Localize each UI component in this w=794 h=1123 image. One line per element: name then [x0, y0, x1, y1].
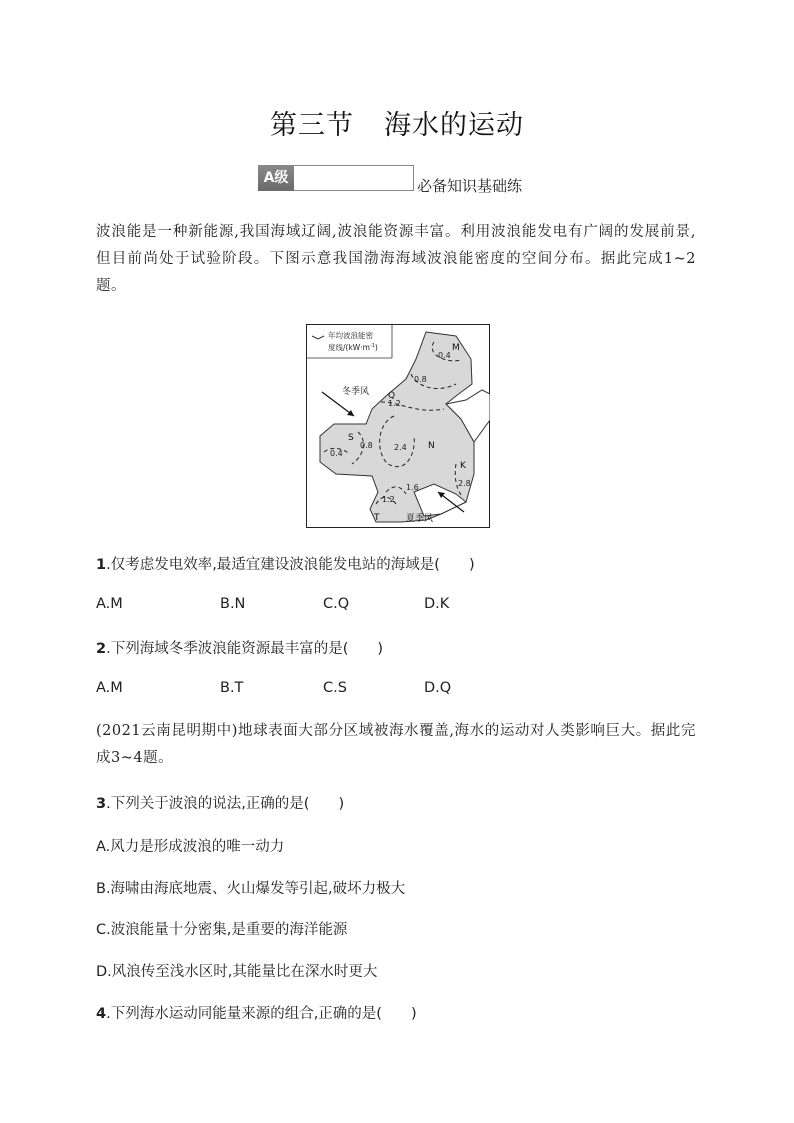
contour-label: 1.2	[388, 399, 401, 408]
contour-label: 2.8	[458, 479, 471, 488]
legend-sup: -1	[369, 343, 375, 349]
question-1: 1.仅考虑发电效率,最适宜建设波浪能发电站的海域是( )	[96, 557, 475, 573]
level-header	[258, 165, 523, 195]
legend-line2: 度线/(kW·m	[328, 343, 370, 352]
winter-wind-label: 冬季风	[342, 387, 370, 397]
question-3: 3.下列关于波浪的说法,正确的是( )	[96, 796, 345, 812]
q2-option-a[interactable]: A.M	[96, 680, 123, 696]
intro-paragraph-2: (2021云南昆明期中)地球表面大部分区域被海水覆盖,海水的运动对人类影响巨大。据此完成3~4题。	[96, 723, 696, 766]
page-title	[0, 103, 794, 142]
q2-option-c[interactable]: C.S	[323, 680, 347, 696]
contour-label: 0.4	[438, 351, 451, 360]
contour-label: 0.4	[330, 449, 343, 458]
intro-paragraph: 波浪能是一种新能源,我国海域辽阔,波浪能资源丰富。利用波浪能发电有广阔的发展前景,但目前尚处于试验阶段。下图示意我国渤海海域波浪能密度的空间分布。据此完成1~2题。	[96, 224, 696, 294]
point-q: Q	[388, 391, 396, 401]
q3-option-b[interactable]: B.海啸由海底地震、火山爆发等引起,破坏力极大	[96, 881, 406, 897]
section-title: 海水的运动	[384, 110, 524, 141]
q3-option-c[interactable]: C.波浪能量十分密集,是重要的海洋能源	[96, 922, 348, 938]
level-name-box	[294, 165, 414, 191]
legend-close: )	[374, 343, 378, 352]
question-2: 2.下列海域冬季波浪能资源最丰富的是( )	[96, 641, 384, 657]
question-4: 4.下列海水运动同能量来源的组合,正确的是( )	[96, 1006, 417, 1022]
level-tag: A级	[258, 165, 294, 191]
point-t: T	[374, 513, 380, 523]
q3-option-a[interactable]: A.风力是形成波浪的唯一动力	[96, 839, 285, 855]
q1-option-a[interactable]: A.M	[96, 596, 123, 612]
level-caption: 必备知识基础练	[417, 176, 523, 195]
contour-label: 1.2	[382, 495, 395, 504]
point-s: S	[348, 433, 354, 443]
bohai-wave-energy-map	[306, 324, 490, 528]
q1-option-c[interactable]: C.Q	[323, 596, 350, 612]
q1-option-d[interactable]: D.K	[424, 596, 450, 612]
q1-option-b[interactable]: B.N	[220, 596, 246, 612]
contour-label: 2.4	[394, 443, 407, 452]
section-number: 第三节	[270, 110, 354, 141]
summer-wind-label: 夏季风	[406, 514, 434, 524]
point-n: N	[428, 441, 435, 451]
point-m: M	[452, 343, 460, 353]
legend-line1: 年均波浪能密	[328, 331, 373, 340]
q2-option-b[interactable]: B.T	[220, 680, 244, 696]
q2-option-d[interactable]: D.Q	[424, 680, 452, 696]
contour-label: 0.8	[414, 375, 427, 384]
point-k: K	[460, 461, 466, 471]
contour-label: 0.8	[360, 441, 373, 450]
q3-option-d[interactable]: D.风浪传至浅水区时,其能量比在深水时更大	[96, 964, 378, 980]
contour-label: 1.6	[406, 483, 419, 492]
